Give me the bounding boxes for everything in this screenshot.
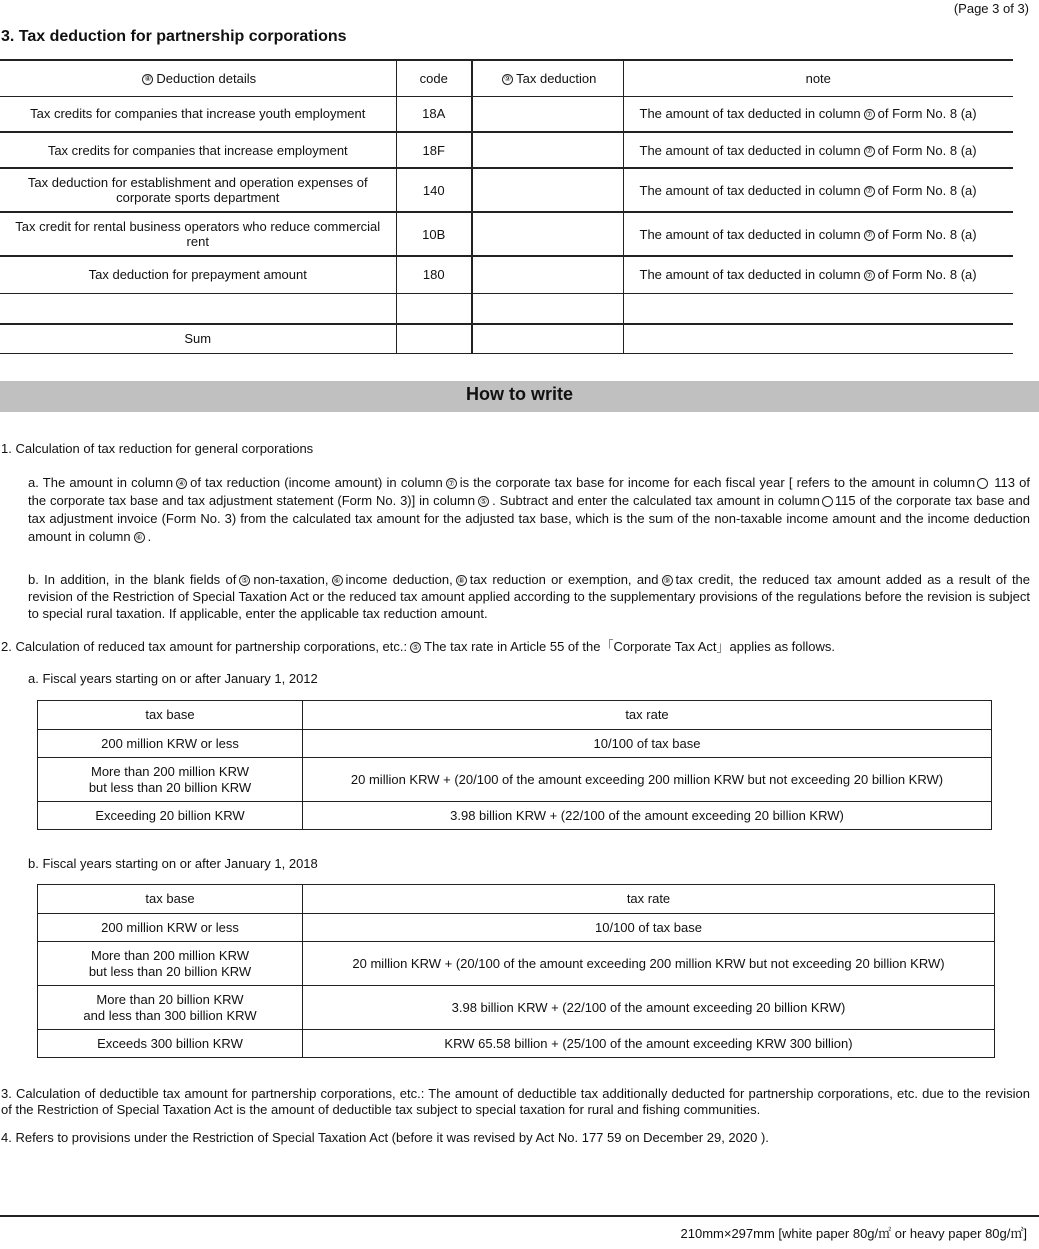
table-row-blank xyxy=(0,293,1013,324)
deduction-detail: Tax credits for companies that increase employment xyxy=(0,132,396,168)
circled-number: ⑥ xyxy=(135,532,143,542)
table-row xyxy=(0,132,1013,168)
blank-detail-field[interactable] xyxy=(0,293,396,324)
header-tax-base: tax base xyxy=(38,701,303,730)
circled-number: ⑦ xyxy=(865,109,873,119)
deduction-note: The amount of tax deducted in column ⑦ of Form No. 8 (a) xyxy=(639,142,977,158)
tax-rate-cell: 3.98 billion KRW + (22/100 of the amount exceeding 20 billion KRW) xyxy=(303,802,992,830)
tax-base-cell: Exceeds 300 billion KRW xyxy=(38,1030,303,1058)
table-row xyxy=(38,758,992,802)
tax-rate-cell: 10/100 of tax base xyxy=(303,730,992,758)
tax-base-cell: 200 million KRW or less xyxy=(38,914,303,942)
section-title: 3. Tax deduction for partnership corporations xyxy=(1,28,347,45)
table-row xyxy=(0,168,1013,212)
circled-number: ⑦ xyxy=(865,270,873,280)
instruction-2: 2. Calculation of reduced tax amount for partnership corporations, etc.: ⑤ The tax rate in Article 55 of the「Corporate Tax Act」applies as follows. xyxy=(1,639,836,654)
blank-note-field[interactable] xyxy=(623,293,1013,324)
header-code: code xyxy=(396,60,472,96)
instruction-4: 4. Refers to provisions under the Restriction of Special Taxation Act (before it was revised by Act No. 177 59 on December 29, 2020 ). xyxy=(1,1130,769,1145)
sum-label: Sum xyxy=(0,324,396,353)
deduction-detail: Tax deduction for establishment and operation expenses of corporate sports department xyxy=(0,168,396,212)
circled-number: ⑦ xyxy=(447,478,455,488)
tax-rate-cell: 20 million KRW + (20/100 of the amount exceeding 200 million KRW but not exceeding 20 billion KRW) xyxy=(303,942,995,986)
instruction-1b: b. In addition, in the blank fields of ⑤ non-taxation, ⑥ income deduction, ⑧ tax reduction or exemption, and ⑨ tax credit, the reduced tax amount added as a result of the revision of the Restriction of Special Taxation Act or the reduced tax amount applied according to the supplementary provisions of the regulations before the revision is subject to special rural taxation. If applicable, enter the applicable tax reduction amount. xyxy=(28,572,1031,621)
blank-tax-field[interactable] xyxy=(472,293,623,324)
tax-rate-table-2012 xyxy=(37,700,992,830)
sum-tax-field[interactable] xyxy=(472,324,623,353)
table-row xyxy=(0,96,1013,132)
deduction-table xyxy=(0,59,1013,354)
circled-number: ⑧ xyxy=(457,575,465,585)
header-deduction-details: ⑧ Deduction details xyxy=(0,60,396,96)
paper-spec-footer: 210mm×297mm [white paper 80g/㎡ or heavy paper 80g/㎡] xyxy=(680,1226,1027,1241)
table-row xyxy=(0,212,1013,256)
circled-number: ⑦ xyxy=(865,186,873,196)
circled-number: ⑤ xyxy=(479,496,488,506)
tax-deduction-field[interactable] xyxy=(472,96,623,132)
circled-number: ⑧ xyxy=(144,74,152,84)
deduction-code: 18F xyxy=(396,132,472,168)
circled-number: ⑥ xyxy=(333,575,341,585)
tax-rate-cell: 3.98 billion KRW + (22/100 of the amount exceeding 20 billion KRW) xyxy=(303,986,995,1030)
table-row xyxy=(38,914,995,942)
deduction-code: 18A xyxy=(396,96,472,132)
page-number: (Page 3 of 3) xyxy=(953,1,1029,16)
instruction-2b-title: b. Fiscal years starting on or after January 1, 2018 xyxy=(28,856,318,871)
tax-rate-cell: 20 million KRW + (20/100 of the amount exceeding 200 million KRW but not exceeding 20 billion KRW) xyxy=(303,758,992,802)
header-tax-base: tax base xyxy=(38,885,303,914)
circled-number: ④ xyxy=(178,478,186,488)
table-row xyxy=(38,730,992,758)
sum-note-field xyxy=(623,324,1013,353)
deduction-note: The amount of tax deducted in column ⑦ of Form No. 8 (a) xyxy=(639,182,977,198)
rate-header-row xyxy=(38,701,992,730)
table-row xyxy=(38,986,995,1030)
blank-circle-icon xyxy=(822,496,833,507)
header-tax-rate: tax rate xyxy=(303,885,995,914)
blank-circle-icon xyxy=(977,478,988,489)
deduction-note: The amount of tax deducted in column ⑦ of Form No. 8 (a) xyxy=(639,106,977,122)
circled-number: ⑨ xyxy=(663,575,671,585)
instruction-1: 1. Calculation of tax reduction for general corporations xyxy=(1,441,314,456)
circled-number: ⑨ xyxy=(504,74,512,84)
circled-number: ⑦ xyxy=(865,146,873,156)
circled-number: ⑤ xyxy=(412,642,420,652)
instruction-2a-title: a. Fiscal years starting on or after January 1, 2012 xyxy=(28,671,318,686)
table-row xyxy=(38,802,992,830)
header-tax-deduction: ⑨ Tax deduction xyxy=(472,60,623,96)
tax-deduction-field[interactable] xyxy=(472,256,623,293)
tax-deduction-field[interactable] xyxy=(472,168,623,212)
footer-divider xyxy=(0,1215,1039,1217)
tax-rate-cell: 10/100 of tax base xyxy=(303,914,995,942)
deduction-detail: Tax deduction for prepayment amount xyxy=(0,256,396,293)
deduction-code: 10B xyxy=(396,212,472,256)
table-row xyxy=(38,1030,995,1058)
tax-deduction-field[interactable] xyxy=(472,212,623,256)
table-row xyxy=(38,942,995,986)
rate-header-row xyxy=(38,885,995,914)
deduction-note: The amount of tax deducted in column ⑦ of Form No. 8 (a) xyxy=(639,226,977,242)
blank-code-field[interactable] xyxy=(396,293,472,324)
deduction-code: 140 xyxy=(396,168,472,212)
header-tax-rate: tax rate xyxy=(303,701,992,730)
tax-rate-cell: KRW 65.58 billion + (25/100 of the amount exceeding KRW 300 billion) xyxy=(303,1030,995,1058)
tax-base-cell: Exceeding 20 billion KRW xyxy=(38,802,303,830)
instruction-3: 3. Calculation of deductible tax amount for partnership corporations, etc.: The amount of deductible tax additionally deducted for partnership corporations, etc. due to the revision of the Restriction of Special Taxation Act is the amount of deductible tax subject to special taxation for rural and fishing communities. xyxy=(1,1086,1030,1117)
tax-base-cell: More than 200 million KRW but less than 20 billion KRW xyxy=(38,942,303,986)
deduction-header-row xyxy=(0,60,1013,96)
tax-base-cell: More than 20 billion KRW and less than 300 billion KRW xyxy=(38,986,303,1030)
tax-deduction-field[interactable] xyxy=(472,132,623,168)
tax-rate-table-2018 xyxy=(37,884,995,1058)
deduction-note: The amount of tax deducted in column ⑦ of Form No. 8 (a) xyxy=(639,267,977,283)
deduction-detail: Tax credit for rental business operators who reduce commercial rent xyxy=(0,212,396,256)
circled-number: ⑤ xyxy=(241,575,249,585)
tax-base-cell: More than 200 million KRW but less than 20 billion KRW xyxy=(38,758,303,802)
deduction-detail: Tax credits for companies that increase youth employment xyxy=(0,96,396,132)
sum-row xyxy=(0,324,1013,353)
instruction-1a: a. The amount in column ④ of tax reduction (income amount) in column ⑦ is the corporate tax base for income for each fiscal year [ refers to the amount in column 113 of the corporate tax base and tax adjustment statement (Form No. 3)] in column ⑤ . Subtract and enter the calculated tax amount in column 115 of the corporate tax base and tax adjustment invoice (Form No. 3) from the calculated tax amount for the adjusted tax base, which is the sum of the non-taxable income amount and the income deduction amount in column ⑥ . xyxy=(28,475,1030,544)
table-row xyxy=(0,256,1013,293)
header-note: note xyxy=(805,70,831,86)
sum-code-field xyxy=(396,324,472,353)
circled-number: ⑦ xyxy=(865,230,873,240)
tax-base-cell: 200 million KRW or less xyxy=(38,730,303,758)
how-to-write-banner: How to write xyxy=(0,381,1039,412)
deduction-code: 180 xyxy=(396,256,472,293)
